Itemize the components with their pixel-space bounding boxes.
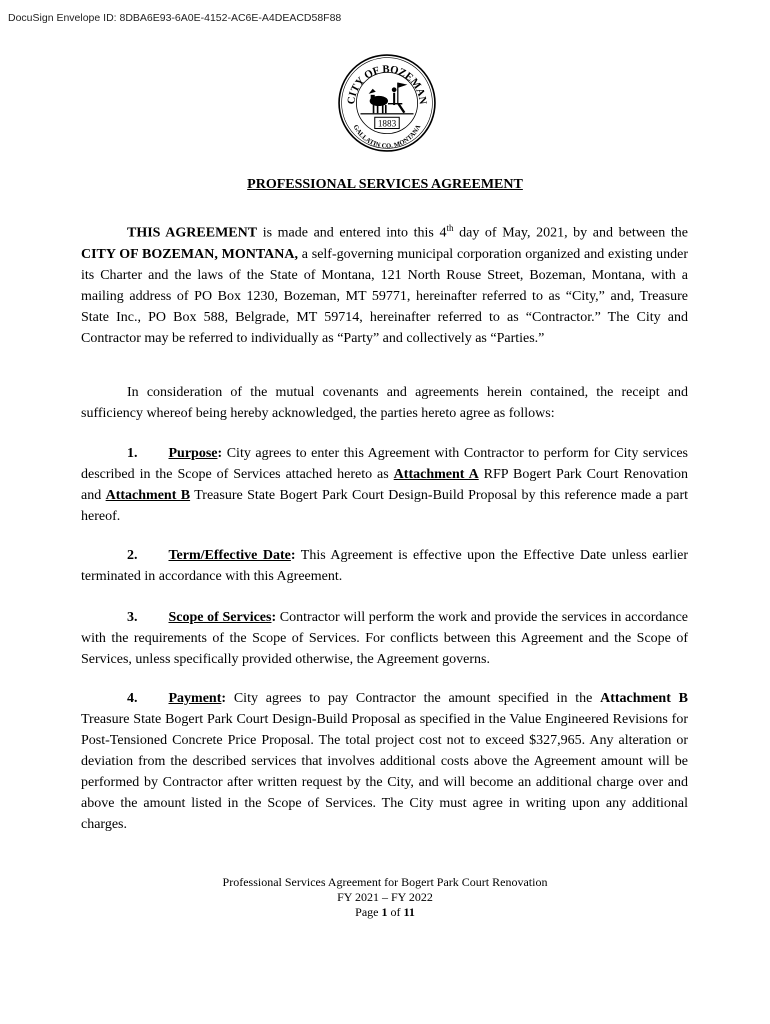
section-4-payment: 4. Payment: City agrees to pay Contractor the amount specified in the Attachment B Treasure State Bogert Park Court Design-Build Proposal as specified in the Value Engineered Revisions for Post-Tensioned Concrete Price Proposal. The total project cost not to exceed $327,965. Any alteration or deviation from the described services that involves additional costs above the Agreement amount will be performed by Contractor after written request by the City, and will become an additional charge over and above the amount listed in the Scope of Services. The City must agree in writing upon any additional charges. — [81, 691, 688, 832]
section-heading: Term/Effective Date — [168, 548, 291, 563]
city-seal-logo — [336, 52, 438, 154]
attachment-a-ref: Attachment A — [393, 467, 479, 482]
attachment-b-ref: Attachment B — [105, 488, 191, 503]
intro-lead: THIS AGREEMENT — [127, 225, 258, 241]
section-number: 2. — [127, 548, 138, 563]
section-3-scope: 3. Scope of Services: Contractor will perform the work and provide the services in accordance with the requirements of the Scope of Services. For conflicts between this Agreement and the Scope of Services, unless specifically provided otherwise, the Agreement governs. — [81, 610, 688, 667]
docusign-envelope-id: DocuSign Envelope ID: 8DBA6E93-6A0E-4152-AC6E-A4DEACD58F88 — [8, 12, 342, 24]
section-heading: Scope of Services — [168, 610, 272, 625]
section-number: 3. — [127, 610, 138, 625]
section-1-purpose: 1. Purpose: City agrees to enter this Agreement with Contractor to perform for City services described in the Scope of Services attached hereto as Attachment A RFP Bogert Park Court Renovation and Attachment B Treasure State Bogert Park Court Design-Build Proposal by this reference made a part hereof. — [81, 446, 689, 524]
party-city-name: CITY OF BOZEMAN, MONTANA, — [81, 246, 298, 262]
section-2-term: 2. Term/Effective Date: This Agreement is effective upon the Effective Date unless earlier terminated in accordance with this Agreement. — [81, 548, 689, 584]
section-number: 1. — [127, 446, 138, 461]
consideration-paragraph: In consideration of the mutual covenants and agreements herein contained, the receipt and sufficiency whereof being hereby acknowledged, the parties hereto agree as follows: — [81, 385, 688, 421]
svg-text:GALLATIN CO. MONTANA: GALLATIN CO. MONTANA — [351, 123, 423, 150]
svg-text:CITY OF BOZEMAN: CITY OF BOZEMAN — [345, 63, 429, 106]
section-heading: Purpose — [168, 446, 218, 461]
footer-page-number: Page 1 of 11 — [355, 905, 415, 919]
attachment-b-ref: Attachment B — [600, 691, 688, 706]
footer-fiscal-years: FY 2021 – FY 2022 — [337, 890, 433, 904]
seal-year: 1883 — [377, 118, 397, 129]
section-number: 4. — [127, 691, 138, 706]
document-title: PROFESSIONAL SERVICES AGREEMENT — [247, 177, 523, 192]
intro-paragraph: THIS AGREEMENT is made and entered into this 4th day of May, 2021, by and between the CITY OF BOZEMAN, MONTANA, a self-governing municipal corporation organized and existing under its Charter and the laws of the State of Montana, 121 North Rouse Street, Bozeman, Montana, with a mailing address of PO Box 1230, Bozeman, MT 59771, hereinafter referred to as “City,” and, Treasure State Inc., PO Box 588, Belgrade, MT 59714, hereinafter referred to as “Contractor.” The City and Contractor may be referred to individually as “Party” and collectively as “Parties.” — [81, 223, 689, 346]
footer-title: Professional Services Agreement for Bogert Park Court Renovation — [222, 875, 548, 889]
section-heading: Payment — [168, 691, 222, 706]
page-footer — [0, 875, 770, 920]
